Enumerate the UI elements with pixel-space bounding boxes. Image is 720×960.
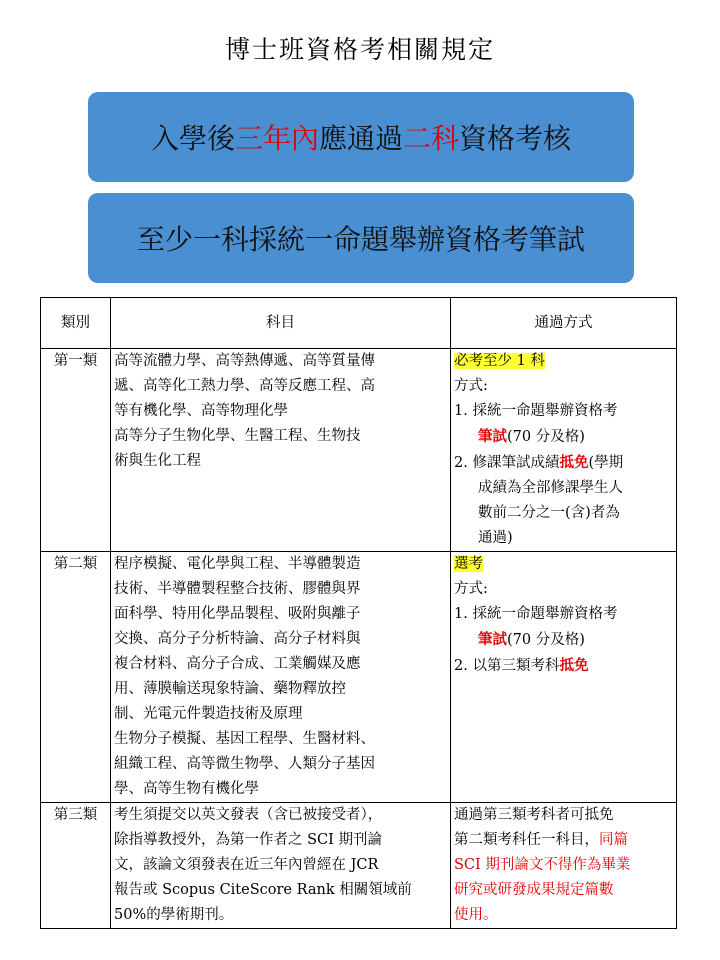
subject-line: 生物分子模擬、基因工程學、生醫材料、	[114, 731, 375, 747]
row1-category: 第一類	[41, 349, 111, 552]
method-item-2-cont: 數前二分之一(含)者為	[478, 505, 620, 521]
method-line-red: SCI 期刊論文不得作為畢業	[454, 857, 631, 873]
written-exam-keyword: 筆試	[478, 428, 507, 445]
table-row	[41, 349, 677, 552]
subject-line: 文，該論文須發表在近三年內曾經在 JCR	[114, 857, 379, 873]
method-item-2-cont: 成績為全部修課學生人	[478, 480, 623, 496]
pass-score-text: (70 分及格)	[507, 429, 585, 445]
banner1-text-4: 二科	[403, 122, 460, 155]
method-line-red: 研究或研發成果規定篇數	[454, 882, 614, 898]
header-subjects: 科目	[111, 298, 451, 349]
banner1-text-1: 入學後	[150, 122, 235, 155]
subject-line: 組織工程、高等微生物學、人類分子基因	[114, 756, 375, 772]
row1-method	[451, 349, 677, 552]
row2-category: 第二類	[41, 552, 111, 803]
subject-line: 報告或 Scopus CiteScore Rank 相關領域前	[114, 882, 412, 898]
subject-line: 用、薄膜輸送現象特論、藥物釋放控	[114, 681, 346, 697]
banner2-text: 至少一科採統一命題舉辦資格考筆試	[136, 223, 585, 256]
method-item-1-cont	[454, 627, 673, 653]
method-item-2-prefix: 2. 修課筆試成績	[454, 455, 560, 471]
subject-line: 遞、高等化工熱力學、高等反應工程、高	[114, 378, 375, 394]
subject-line: 技術、半導體製程整合技術、膠體與界	[114, 581, 361, 597]
required-badge: 必考至少 1 科	[454, 353, 545, 369]
subject-line: 等有機化學、高等物理化學	[114, 403, 288, 419]
waiver-keyword: 抵免	[559, 454, 589, 471]
method-item-2-cont: 通過)	[478, 530, 513, 546]
subject-line: 複合材料、高分子合成、工業觸媒及應	[114, 656, 361, 672]
subject-line: 術與生化工程	[114, 453, 201, 469]
subject-line: 學、高等生物有機化學	[114, 781, 259, 797]
method-item-2-suffix: (學期	[588, 455, 624, 471]
method-line	[454, 828, 673, 853]
method-line-black: 第二類考科任一科目，	[454, 832, 599, 848]
method-label: 方式:	[454, 378, 488, 394]
banner-written-exam	[88, 193, 634, 283]
written-exam-keyword: 筆試	[478, 631, 507, 648]
table-row	[41, 803, 677, 929]
subject-line: 考生須提交以英文發表（含已被接受者），	[114, 807, 383, 823]
pass-score-text: (70 分及格)	[507, 632, 585, 648]
header-category: 類別	[41, 298, 111, 349]
banner1-text-5: 資格考核	[459, 122, 572, 155]
method-line: 通過第三類考科者可抵免	[454, 807, 614, 823]
subject-line: 制、光電元件製造技術及原理	[114, 706, 303, 722]
method-item-2	[454, 450, 673, 476]
rules-table	[40, 297, 677, 929]
subject-line: 50%的學術期刊。	[114, 907, 234, 923]
row2-subjects	[111, 552, 451, 803]
method-item-1: 1. 採統一命題舉辦資格考	[454, 606, 618, 622]
row3-subjects	[111, 803, 451, 929]
banner-exam-deadline	[88, 92, 634, 182]
method-label: 方式:	[454, 581, 488, 597]
banner1-text-2: 三年內	[234, 122, 319, 155]
header-method: 通過方式	[451, 298, 677, 349]
subject-line: 程序模擬、電化學與工程、半導體製造	[114, 556, 361, 572]
subject-line: 面科學、特用化學品製程、吸附與離子	[114, 606, 361, 622]
page-title: 博士班資格考相關規定	[224, 35, 495, 64]
table-header-row	[41, 298, 677, 349]
subject-line: 交換、高分子分析特論、高分子材料與	[114, 631, 361, 647]
row3-category: 第三類	[41, 803, 111, 929]
method-line-red: 使用。	[454, 907, 498, 923]
row1-subjects	[111, 349, 451, 552]
waiver-keyword: 抵免	[559, 657, 589, 674]
subject-line: 高等流體力學、高等熱傳遞、高等質量傳	[114, 353, 375, 369]
subject-line: 除指導教授外，為第一作者之 SCI 期刊論	[114, 832, 382, 848]
method-item-1-cont	[454, 424, 673, 450]
method-item-2	[454, 653, 673, 679]
method-item-1: 1. 採統一命題舉辦資格考	[454, 403, 618, 419]
row2-method	[451, 552, 677, 803]
banner1-text-3: 應通過	[318, 122, 403, 155]
method-line-red: 同篇	[599, 832, 628, 848]
table-row	[41, 552, 677, 803]
subject-line: 高等分子生物化學、生醫工程、生物技	[114, 428, 361, 444]
method-item-2-prefix: 2. 以第三類考科	[454, 658, 560, 674]
row3-method	[451, 803, 677, 929]
elective-badge: 選考	[454, 556, 483, 572]
